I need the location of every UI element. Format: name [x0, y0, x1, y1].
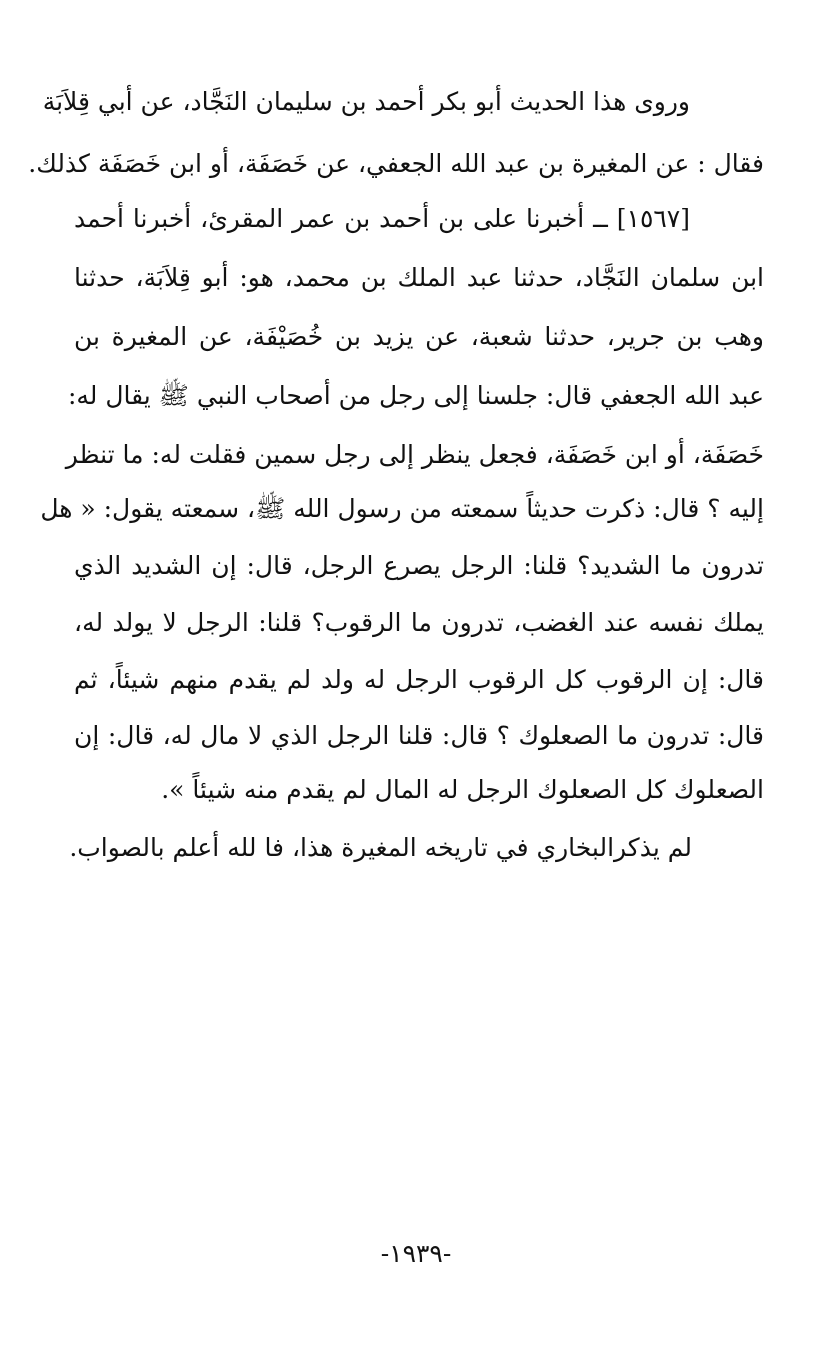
hadith-1567-line-11: الصعلوك كل الصعلوك الرجل له المال لم يقدم منه شيئاً ».	[161, 775, 764, 804]
page-number: -١٩٣٩-	[380, 1239, 452, 1268]
hadith-1567-line-5: خَصَفَة، أو ابن خَصَفَة، فجعل ينظر إلى رجل سمين فقلت له: ما تنظر	[65, 440, 764, 469]
hadith-1567-line-8: يملك نفسه عند الغضب، تدرون ما الرقوب؟ قلنا: الرجل لا يولد له،	[74, 608, 764, 637]
paragraph-1-line-2: فقال : عن المغيرة بن عبد الله الجعفي، عن خَصَفَة، أو ابن خَصَفَة كذلك.	[28, 149, 764, 178]
hadith-1567-line-1: [١٥٦٧] ــ أخبرنا على بن أحمد بن عمر المقرئ، أخبرنا أحمد	[74, 204, 690, 233]
closing-remark: لم يذكرالبخاري في تاريخه المغيرة هذا، فا لله أعلم بالصواب.	[69, 833, 692, 862]
hadith-1567-line-7: تدرون ما الشديد؟ قلنا: الرجل يصرع الرجل، قال: إن الشديد الذي	[74, 551, 764, 580]
hadith-1567-line-6: إليه ؟ قال: ذكرت حديثاً سمعته من رسول الله ﷺ، سمعته يقول: « هل	[40, 494, 764, 523]
paragraph-1-line-1: وروى هذا الحديث أبو بكر أحمد بن سليمان النَجَّاد، عن أبي قِلاَبَة	[42, 87, 690, 116]
hadith-1567-line-4: عبد الله الجعفي قال: جلسنا إلى رجل من أصحاب النبي ﷺ يقال له:	[67, 381, 764, 410]
hadith-1567-line-2: ابن سلمان النَجَّاد، حدثنا عبد الملك بن محمد، هو: أبو قِلاَبَة، حدثنا	[74, 263, 764, 292]
hadith-1567-line-3: وهب بن جرير، حدثنا شعبة، عن يزيد بن خُصَيْفَة، عن المغيرة بن	[74, 322, 764, 351]
hadith-1567-line-10: قال: تدرون ما الصعلوك ؟ قال: قلنا الرجل الذي لا مال له، قال: إن	[74, 721, 764, 750]
hadith-1567-line-9: قال: إن الرقوب كل الرقوب الرجل له ولد لم يقدم منهم شيئاً، ثم	[74, 665, 764, 694]
